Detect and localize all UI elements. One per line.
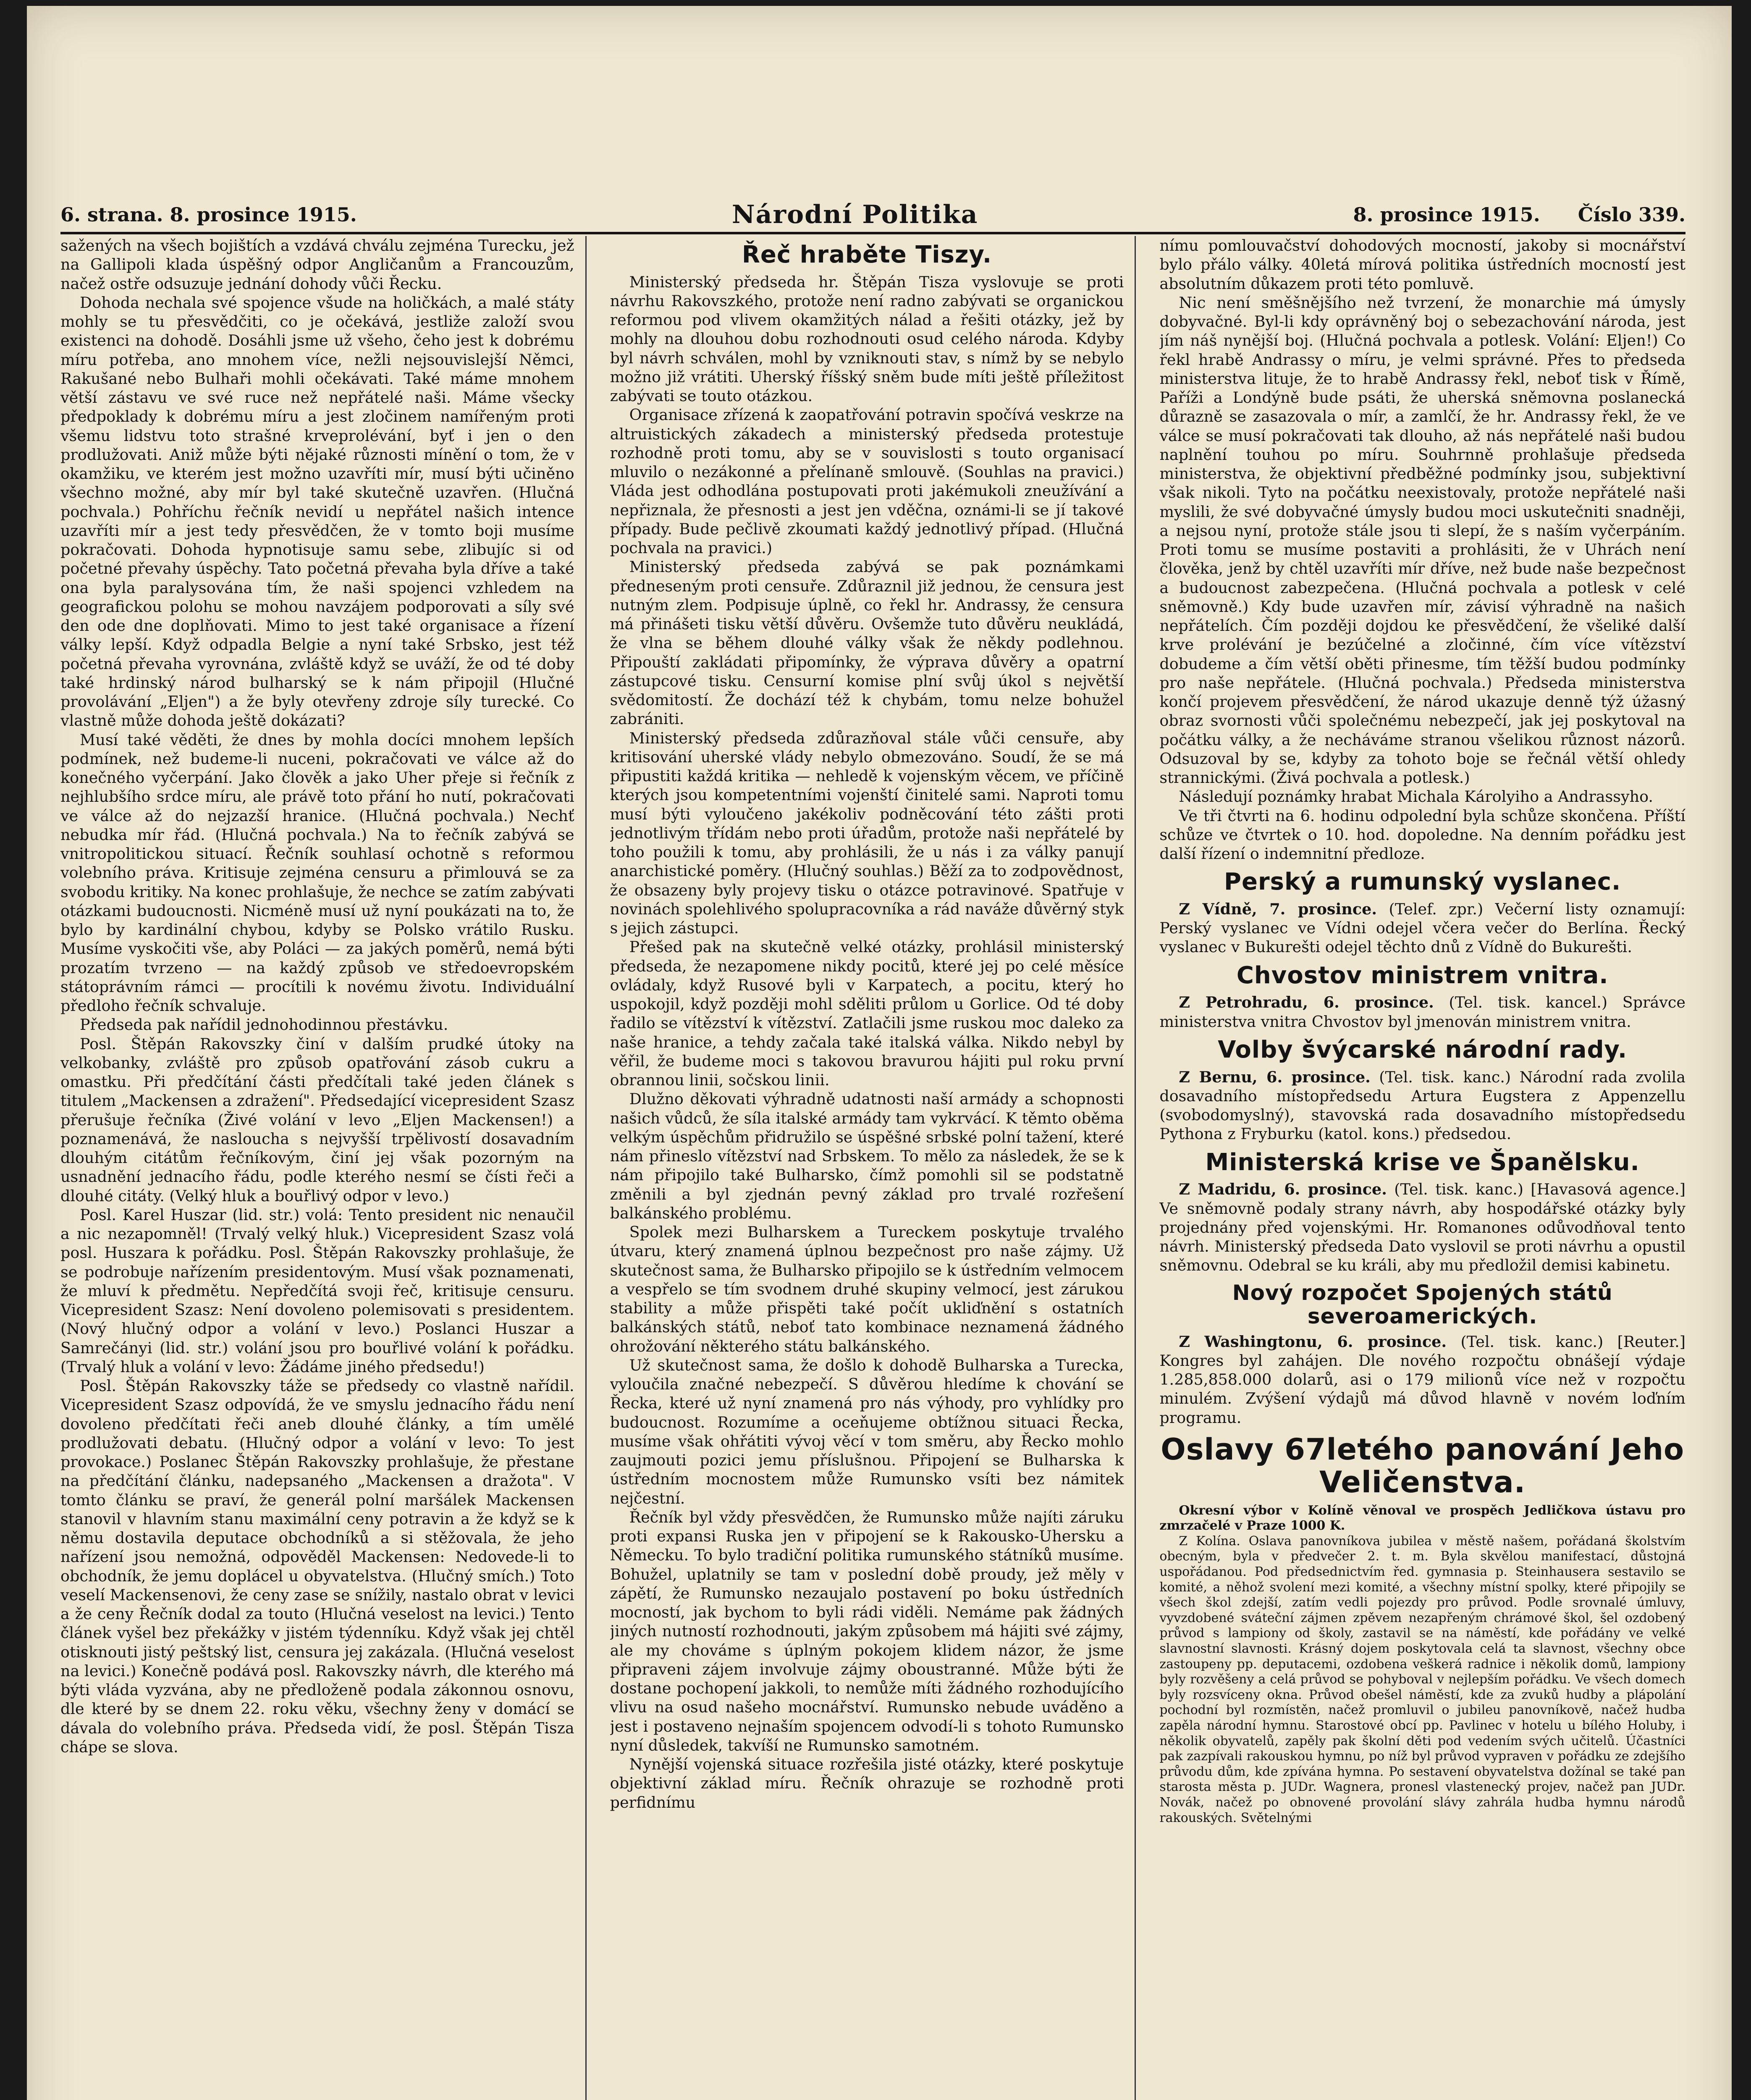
article-paragraph: Přešed pak na skutečně velké otázky, prohlásil ministerský předseda, že nezapomene nikdy pocitů, které jej po celé měsíce ovládaly, když Rusové byli v Karpatech, a pocitu, který ho uspokojil, když později mohl sděliti průlom u Gorlice. Od té doby řadilo se vítězství k vítězství. Zatlačili jsme ruskou moc daleko za naše hranice, a tehdy začala také italská válka. Nikdo nebyl by věřil, že budeme moci s takovou bravurou hájiti pul roku první obrannou linii, sočskou linii. — [610, 938, 1124, 1089]
article-heading: Nový rozpočet Spojených států severoamerických. — [1232, 1280, 1613, 1328]
article-heading: Volby švýcarské národní rady. — [1218, 1036, 1628, 1063]
article-heading: Ministerská krise ve Španělsku. — [1205, 1148, 1640, 1176]
article-paragraph: Ministerský předseda hr. Štěpán Tisza vyslovuje se proti návrhu Rakovszkého, protože není radno zabývati se organickou reformou pod vlivem okamžitých nálad a řešiti otázky, jež by mohly na dlouhou dobu rozhodnouti osud celého národa. Kdyby byl návrh schválen, mohl by vzniknouti stav, s nímž by se nebylo možno již vrátiti. Uherský říšský sněm bude míti ještě příležitost zabývati se touto otázkou. — [610, 273, 1124, 405]
issue-number: Číslo 339. — [1578, 203, 1685, 226]
header-date: 8. prosince 1915. — [1353, 203, 1540, 226]
article-paragraph: Posl. Štěpán Rakovszky činí v dalším prudké útoky na velkobanky, zvláště pro způsob opatřování zásob cukru a omastku. Při předčítání části předčítali také jeden článek s titulem „Mackensen a zdražení". Předsedající vicepresident Szasz přerušuje řečníka (Živé volání v levo „Eljen Mackensen!) a poznamenává, že nasloucha s nejvyšší trpělivostí dosavadním dlouhým citátům řečníkovým, činí jej však pozorným na usnadnění jednacího řádu, podle kterého nesmí se čísti řeči a dlouhé citáty. (Velký hluk a bouřlivý odpor v levo.) — [60, 1034, 574, 1205]
notice-lead: Okresní výbor v Kolíně věnoval ve prospěch Jedličkova ústavu pro zmrzačelé v Praze 1000 K. — [1159, 1503, 1685, 1533]
notice-block — [1159, 1503, 1685, 1826]
dateline: Z Bernu, 6. prosince. — [1179, 1068, 1371, 1086]
article-paragraph: Dohoda nechala své spojence všude na holičkách, a malé státy mohly se tu přesvědčiti, co je očekává, jestliže založí svou existenci na dohodě. Dosáhli jsme už všeho, čeho jest k dobrému míru potřeba, ano mnohem více, nežli nejsouvislejší Němci, Rakušané nebo Bulhaři mohli očekávati. Také máme mnohem větší zástavu ve své ruce než nepřátelé naši. Máme všecky předpoklady k dobrému míru a jest zločinem namířeným proti všemu lidstvu toto strašné krveprolévání, byť i jen o den prodlužovati. Aniž může býti nějaké různosti mínění o tom, že v okamžiku, ve kterém jest možno uzavříti mír, musí býti učiněno všechno možné, aby mír byl také skutečně uzavřen. (Hlučná pochvala.) Pohříchu řečník nevidí u nepřátel našich intence uzavříti mír a jest tedy přesvědčen, že v tomto boji musíme pokračovati. Dohoda hypnotisuje samu sebe, zlibujíc si od početné převahy úspěchy. Tato početná převaha byla dříve a také ona byla paralysována tím, že naši spojenci vzhledem na geografickou polohu se mohou navzájem podporovati a síly své den ode dne doplňovati. Mimo to jest také organisace a řízení války lepší. Když odpadla Belgie a nyní také Srbsko, jest též početná převaha vyrovnána, zvláště když se uváží, že od té doby také hrdinský národ bulharský se k nám připojil (Hlučné provolávání „Eljen") a že byly otevřeny zdroje síly turecké. Co vlastně může dohoda ještě dokázati? — [60, 293, 574, 730]
article-paragraph — [1159, 993, 1685, 1031]
article-paragraph: Ve tři čtvrti na 6. hodinu odpolední byla schůze skončena. Příští schůze ve čtvrtek o 10. hod. dopoledne. Na denním pořádku jest další řízení o indemnitní předloze. — [1159, 806, 1685, 863]
paragraph-text: (Tel. tisk. kanc.) Národní rada zvolila dosavadního místopředsedu Artura Eugstera z Appenzellu (svobodomyslný), stavovská rada dosavadního místopředsedu Pythona z Fryburku (katol. kons.) předsedou. — [1159, 1068, 1685, 1143]
article-paragraph: Nynější vojenská situace rozřešila jisté otázky, které poskytuje objektivní základ míru. Řečník ohrazuje se rozhodně proti perfidnímu — [610, 1755, 1124, 1811]
paragraph-text: (Tel. tisk. kancel.) Správce ministerstva vnitra Chvostov byl jmenován ministrem vnitra. — [1159, 993, 1685, 1031]
notice-paragraph: Z Kolína. Oslava panovníkova jubilea v městě našem, pořádaná školstvím obecným, byla v předvečer 2. t. m. Byla skvělou manifestací, důstojná uspořádanou. Pod předsednictvím řed. gymnasia p. Steinhausera sestavilo se komité, a něhož svolení mezi komité, a všechny místní spolky, které připojily se všech škol zdejší, zatím vedli pojezdy pro průvod. Podle srovnalé úmluvy, vyvzdobené sváteční zájmen zpěvem nezapřeným chrámové škol, šel ozdobený průvod s lampiony od školy, zastavil se na náměstí, kde pořádány ve velké slavnostní slavnosti. Krásný dojem poskytovala celá ta slavnost, všechny obce zastoupeny pp. deputacemi, ozdobena veškerá radnice i několik domů, lampiony byly rozvěšeny a celá průvod se pohyboval v nejlepším pořádku. Ve všech domech byly rozsvíceny okna. Průvod obešel náměstí, kde za zvuků hudby a plápolání pochodní byl rozmístěn, načež promluvil o jubileu panovníkově, načež hudba zapěla národní hymnu. Starostové obcí pp. Pavlinec v hotelu u bílého Holuby, i několik obyvatelů, zapěly pak školní děti pod vedením svých učitelů. Účastníci pak zazpívali rakouskou hymnu, po níž byl průvod vypraven v pořádku ze zdejšího průvodu dům, kde zpívána hymna. Po sestavení obyvatelstva dožínal se také pan starosta města p. JUDr. Wagnera, pronesl vlastenecký projev, načež pan JUDr. Novák, načež po obnovené provolání slávy zahrála hudba hymnu národů rakouských. Světelnými — [1159, 1533, 1685, 1825]
dateline: Z Vídně, 7. prosince. — [1179, 900, 1377, 918]
article-paragraph: Musí také věděti, že dnes by mohla docíci mnohem lepších podmínek, než budeme-li nuceni, pokračovati ve válce až do konečného vyčerpání. Jako člověk a jako Uher přeje si řečník z nejhlubšího srdce míru, ale právě toto přání ho nutí, pokračovati ve válce až do nejzazší hranice. (Hlučná pochvala.) Nechť nebudka mír řád. (Hlučná pochvala.) Na to řečník zabývá se vnitropolitickou situací. Řečník souhlasí ochotně s reformou volebního práva. Kritisuje zejména censuru a přimlouvá se za svobodu kritiky. Na konec prohlašuje, že nechce se zatím zabývati otázkami budoucnosti. Nicméně musí už nyní poukázati na to, že bylo by kardinální chybou, kdyby se Polsko vrátilo Rusku. Musíme vyskočiti vše, aby Poláci — za jakých poměrů, nemá býti prozatím tvrzeno — na každý způsob ve středoevropském státoprávním rámci — procítili k novému životu. Individuální předloho řečník schvaluje. — [60, 730, 574, 1015]
article-paragraph: Organisace zřízená k zaopatřování potravin spočívá veskrze na altruistických zákadech a ministerský předseda protestuje rozhodně proti tomu, aby se v souvislosti s touto organisací mluvilo o nezákonné a přelínaně smlouvě. (Souhlas na pravici.) Vláda jest odhodlána postupovati proti jakémukoli zneužívání a nepřiznala, že přesnosti a jest jen vděčna, oznámi-li se jí takové případy. Bude pečlivě zkoumati každý jednotlivý případ. (Hlučná pochvala na pravici.) — [610, 406, 1124, 557]
header-left: 6. strana. 8. prosince 1915. — [60, 203, 357, 226]
article-heading: Oslavy 67letého panování Jeho Veličenstva. — [1161, 1432, 1685, 1500]
article-paragraph: Posl. Štěpán Rakovszky táže se předsedy co vlastně nařídil. Vicepresident Szasz odpovídá, že ve smyslu jednacího řádu není dovoleno předčítati řeči aneb dlouhé články, a tím umělé prodlužovati debatu. (Hlučný odpor a volání v levo: To jest provokace.) Poslanec Štěpán Rakovszky prohlašuje, že přestane na předčítání článku, nadepsaného „Mackensen a dražota". V tomto článku se praví, že generál polní maršálek Mackensen stanovil v hlavním stanu maximální ceny potravin a že když se k němu dostavila deputace obchodníků a si stěžovala, že jeho nařízení jsou nemožná, odpověděl Mackensen: Nedovede-li to obchodník, že jemu doplácel u obyvatelstva. (Hlučný smích.) Toto veselí Mackensenovi, že ceny zase se snížily, nastalo obrat v levici a že ceny Řečník dodal za touto (Hlučná veselost na levici.) Tento článek vyšel bez překážky v jistém týdenníku. Když však jej chtěl otisknouti jistý peštský list, censura jej zakázala. (Hlučná veselost na levici.) Konečně podává posl. Rakovszky návrh, dle kterého má býti vláda vyzvána, aby ne předloženě podala zákonnou osnovu, dle které by se dnem 22. roku věku, všechny ženy v domácí se dávala do volebního práva. Předseda vidí, že posl. Štěpán Tisza chápe se slova. — [60, 1377, 574, 1756]
article-paragraph: Předseda pak nařídil jednohodinnou přestávku. — [80, 1016, 448, 1034]
header-right — [1353, 203, 1685, 226]
article-paragraph: Ministerský předseda zabývá se pak poznámkami předneseným proti censuře. Zdůraznil již jednou, že censura jest nutným zlem. Podpisuje úplně, co řekl hr. Andrassy, že censura má přinášeti tisku větší důvěru. Ovšemže tuto důvěru neukládá, že vlna se během dlouhé války však že někdy podlehnou. Připouští zakládati připomínky, že výprava důvěry a opatrní zástupcové tisku. Censurní komise plní svůj úkol s největší svědomitostí. Že dochází též k chybám, tomu nelze bohužel zabrániti. — [610, 558, 1124, 728]
paragraph-text: (Tel. tisk. kanc.) [Reuter.] Kongres byl zahájen. Dle nového rozpočtu obnášejí výdaje 1.285,858.000 dolarů, asi o 179 milionů více než v rozpočtu minulém. Zvýšení výdajů má důvod hlavně v novém loďním programu. — [1159, 1332, 1685, 1427]
article-columns — [60, 236, 1685, 2100]
article-paragraph — [1159, 1180, 1685, 1275]
column-3 — [1159, 236, 1685, 2100]
paragraph-text: (Telef. zpr.) Večerní listy oznamují: Perský vyslanec ve Vídni odejel včera večer do Berlína. Řecký vyslanec v Bukurešti odejel těchto dnů z Vídně do Bukurešti. — [1159, 900, 1685, 956]
newspaper-page — [27, 6, 1732, 2100]
article-paragraph — [1159, 1068, 1685, 1144]
article-paragraph: Posl. Karel Huszar (lid. str.) volá: Tento president nic nenaučil a nic nezapomněl! (Trvalý velký hluk.) Vicepresident Szasz volá posl. Huszara k pořádku. Posl. Štěpán Rakovszky prohlašuje, že se podrobuje nařízením presidentovým. Musí však poznamenati, že mluví k předmětu. Nepředčítá svoji řeč, kritisuje censuru. Vicepresident Szasz: Není dovoleno polemisovati s presidentem. (Nový hlučný odpor a volání v levo.) Poslanci Huszar a Samrečányi (lid. str.) volání jsou pro bouřlivé volání k pořádku. (Trvalý hluk a volání v levo: Žádáme jiného předsedu!) — [60, 1205, 574, 1376]
article-paragraph: sažených na všech bojištích a vzdává chválu zejména Turecku, jež na Gallipoli klada úspěšný odpor Angličanům a Francouzům, načež ostře odsuzuje jednání dohody vůči Řecku. — [60, 236, 574, 293]
article-paragraph — [1159, 1332, 1685, 1427]
article-paragraph: Spolek mezi Bulharskem a Tureckem poskytuje trvalého útvaru, který znamená úplnou bezpečnost pro naše zájmy. Už skutečnost sama, že Bulharsko připojilo se k ústředním velmocem a vespřelo se tím svodnem druhé skupiny velmocí, jest zárukou stability a může přispěti také počít ukliďnění s ostatních balkánských států, neboť tato kombinace neznamená žádného ohrožování některého státu balkánského. — [610, 1223, 1124, 1355]
article-heading: Řeč hraběte Tiszy. — [742, 241, 992, 268]
page-header — [60, 197, 1685, 234]
masthead: Národní Politika — [731, 200, 978, 229]
article-heading: Perský a rumunský vyslanec. — [1224, 868, 1621, 896]
article-paragraph: Dlužno děkovati výhradně udatnosti naší armády a schopnosti našich vůdců, že síla italské armády tam vykrvácí. K těmto oběma velkým úspěchům přidružilo se úspěšné srbské polní tažení, které nám přineslo vítězství nad Srbskem. To mělo za následek, že se k nám připojilo také Bulharsko, čímž pomohli sil se podstatně změnili a byl zjednán pevný základ pro trvalé rozřešení balkánského problému. — [610, 1090, 1124, 1222]
dateline: Z Washingtonu, 6. prosince. — [1179, 1332, 1447, 1351]
article-paragraph — [1159, 900, 1685, 957]
article-paragraph: nímu pomlouvačství dohodových mocností, jakoby si mocnářství bylo přálo války. 40letá mírová politika ústředních mocností jest absolutním důkazem proti této pomluvě. — [1159, 236, 1685, 293]
article-heading: Chvostov ministrem vnitra. — [1236, 961, 1609, 989]
article-paragraph: Řečník byl vždy přesvědčen, že Rumunsko může najíti záruku proti expansi Ruska jen v připojení se k Rakousko-Uhersku a Německu. To bylo tradiční politika rumunského státníků musíme. Bohužel, uplatnily se tam v poslední době proudy, jež měly v zápětí, že Rumunsko nezaujalo postavení po boku ústředních mocností, jak bychom to byli rádi viděli. Nemáme pak žádných jiných nutností rozhodnouti, jakým způsobem má hájiti své zájmy, ale my chováme s úplným pokojem klidem názor, že jsme připraveni zájem involvuje zájmy oboustranné. Může býti že dostane pochopení jakkoli, to nemůže míti žádného rozhodujícího vlivu na osud našeho mocnářství. Rumunsko nebude uváděno a jest i postaveno nejnaším spojencem odvodí-li s tohoto Rumunsko nyní důsledek, takvíší ne Rumunsko samotném. — [610, 1508, 1124, 1754]
column-1 — [60, 236, 587, 2100]
column-2 — [610, 236, 1136, 2100]
dateline: Z Madridu, 6. prosince. — [1179, 1180, 1387, 1199]
dateline: Z Petrohradu, 6. prosince. — [1179, 993, 1434, 1012]
article-paragraph: Ministerský předseda zdůrazňoval stále vůči censuře, aby kritisování uherské vlády nebylo obmezováno. Soudí, že se má připustiti každá kritika — nehledě k vojenským věcem, ve příčině kterých jsou kompetentními vojenští činitelé sami. Naproti tomu musí býti vyloučeno jakékoliv podněcování této zášti proti jednotlivým třídám nebo proti úřadům, protože naši nepřátelé by toho použili k tomu, aby prohlásili, že u nás i za války panují anarchistické poměry. (Hlučný souhlas.) Běží za to zodpovědnost, že obsazeny byly projevy tisku o otázce potravinové. Spatřuje v novinách spolehlivého spolupracovníka a rád naváže důvěrný styk s jejich zástupci. — [610, 729, 1124, 937]
article-paragraph: Nic není směšnějšího než tvrzení, že monarchie má úmysly dobyvačné. Byl-li kdy oprávněný boj o sebezachování národa, jest jím náš nynější boj. (Hlučná pochvala a potlesk. Volání: Eljen!) Co řekl hrabě Andrassy o míru, je velmi správné. Přes to předseda ministerstva lituje, že to hrabě Andrassy řekl, neboť tisk v Římě, Paříži a Londýně bude psáti, že uherská sněmovna poslanecká důrazně se zasazovala o mír, a zamlčí, že hr. Andrassy řekl, že ve válce se musí pokračovati tak dlouho, až nás nepřátelé naši budou naplnění touhou po míru. Souhrnně prohlašuje předseda ministerstva, že objektivní předběžné podmínky jsou, subjektivní však nikoli. Tyto na počátku neexistovaly, protože nepřátelé naši myslili, že své dobyvačné úmysly budou moci uskutečniti snadněji, a nejsou nyní, protože stále jsou ti slepí, že s naším vyčerpáním. Proti tomu se musíme postaviti a prohlásiti, že v Uhrách není člověka, jenž by chtěl uzavříti mír dříve, než bude naše bezpečnost a budoucnost zabezpečena. (Hlučná pochvala a potlesk v celé sněmovně.) Kdy bude uzavřen mír, závisí výhradně na našich nepřátelích. Čím později dojdou ke přesvědčení, že všeliké další krve prolévání je bezúčelné a zločinné, čím více vítězství dobudeme a čím větší oběti přinesme, tím těžší budou podmínky pro naše nepřátele. (Hlučná pochvala.) Předseda ministerstva končí projevem přesvědčení, že národ ukazuje denně týž úžasný obraz svornosti vůči společnému nebezpečí, jak jej poskytoval na počátku války, a že necháváme stranou všelikou různost názorů. Odsuzoval by se, kdyby za tohoto boje se řečnál větší ohledy strannickými. (Živá pochvala a potlesk.) — [1159, 293, 1685, 787]
article-paragraph: Následují poznámky hrabat Michala Károlyiho a Andrassyho. — [1179, 788, 1654, 806]
paragraph-text: (Tel. tisk. kanc.) [Havasová agence.] Ve sněmovně podaly strany návrh, aby hospodářské otázky byly projednány před vojenskými. Hr. Romanones odůvodňoval tento návrh. Ministerský předseda Dato vyslovil se proti návrhu a opustil sněmovnu. Odebral se ku králi, aby mu předložil demisi kabinetu. — [1159, 1180, 1685, 1275]
article-paragraph: Už skutečnost sama, že došlo k dohodě Bulharska a Turecka, vyloučila značné nebezpečí. S důvěrou hledíme k chování se Řecka, které už nyní znamená pro nás výhody, pro vyhlídky pro budoucnost. Rozumíme a oceňujeme obtížnou situaci Řecka, musíme však ohřátiti vývoj věcí v tom směru, aby Řecko mohlo zaujmouti pozici jemu příslušnou. Připojení se Bulharska k ústředním mocnostem může Rumunsko vsíti bez námitek nejčestní. — [610, 1356, 1124, 1507]
